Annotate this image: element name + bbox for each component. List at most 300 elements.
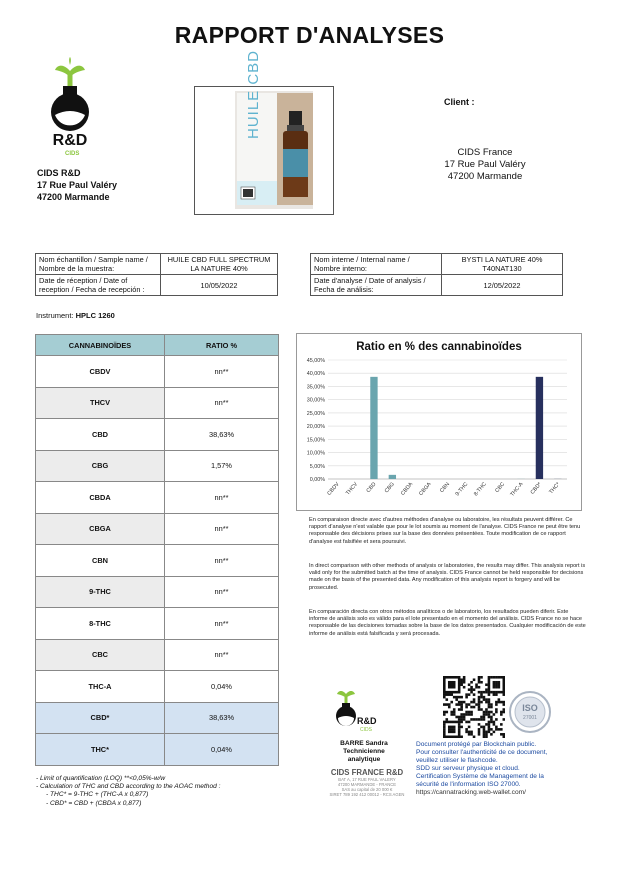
qr-module <box>485 683 488 686</box>
qr-module <box>468 703 471 706</box>
qr-module <box>453 736 456 738</box>
x-tick-label: CBG <box>383 481 396 495</box>
qr-module <box>485 723 488 726</box>
blockchain-line-3: veuillez utiliser le flashcode. <box>416 757 498 764</box>
qr-module <box>490 691 493 694</box>
blockchain-line-4: SDD sur serveur physique et cloud. <box>416 765 520 772</box>
qr-module <box>488 721 491 724</box>
qr-module <box>473 688 476 691</box>
iso-badge-number: 27001 <box>523 715 537 721</box>
y-tick-label: 20,00% <box>306 424 325 431</box>
qr-module <box>493 713 496 716</box>
qr-module <box>498 681 501 684</box>
qr-module <box>483 726 486 729</box>
sample-name-label <box>36 254 161 275</box>
qr-module <box>443 676 446 679</box>
cannabinoid-name: CBDV <box>36 356 165 388</box>
cannabinoid-name: CBDA <box>36 482 165 514</box>
report-title: RAPPORT D'ANALYSES <box>174 22 445 48</box>
qr-module <box>463 718 466 721</box>
qr-module <box>493 721 496 724</box>
table-row <box>36 513 279 545</box>
y-tick-label: 35,00% <box>306 384 325 391</box>
qr-module <box>455 676 458 679</box>
lab-name: CIDS R&D <box>37 168 81 178</box>
qr-module <box>450 736 453 738</box>
qr-module <box>503 691 505 694</box>
cannabinoid-name: CBC <box>36 639 165 671</box>
x-tick-label: CBGA <box>418 481 433 497</box>
qr-module <box>498 676 501 679</box>
instrument-value: HPLC 1260 <box>75 311 115 320</box>
qr-module <box>453 681 456 684</box>
qr-module <box>478 681 481 684</box>
qr-module <box>450 728 453 731</box>
lab-logo-sub: CIDS <box>65 151 80 157</box>
qr-module <box>485 713 488 716</box>
cannabinoid-ratio: 0,04% <box>165 671 279 703</box>
qr-module <box>488 678 491 681</box>
cannabinoid-ratio: nn** <box>165 387 279 419</box>
cannabinoid-results-table <box>35 334 279 766</box>
qr-module <box>470 711 473 714</box>
disclaimer-es: En comparación directa con otros métodos analíticos o de laboratorio, los resultados pueden diferir. Este informe de análisis solo es válido para el lote presentado en el momento del análisis. CIDS France no se hace responsable de las decisiones tomadas sobre la base de los datos presentados. Cualquier modificación de este informe de análisis está falsificada y será procesada. <box>309 609 586 637</box>
qr-module <box>488 713 491 716</box>
qr-module <box>450 701 453 704</box>
qr-module <box>465 711 468 714</box>
qr-module <box>443 681 446 684</box>
y-tick-label: 5,00% <box>309 463 325 470</box>
cannabinoid-ratio: nn** <box>165 576 279 608</box>
qr-module <box>468 683 471 686</box>
qr-module <box>483 716 486 719</box>
qr-module <box>448 691 451 694</box>
x-tick-label: THC-A <box>509 481 525 498</box>
qr-module <box>480 681 483 684</box>
qr-module <box>443 726 446 729</box>
y-tick-label: 25,00% <box>306 410 325 417</box>
qr-module <box>463 701 466 704</box>
qr-module <box>480 718 483 721</box>
blockchain-line-2: Pour consulter l'authenticité de ce document, <box>416 749 548 756</box>
qr-module <box>503 688 505 691</box>
qr-module <box>470 686 473 689</box>
qr-module <box>488 703 491 706</box>
qr-module <box>470 688 473 691</box>
table-row <box>36 387 279 419</box>
qr-module <box>455 691 458 694</box>
qr-module <box>443 723 446 726</box>
qr-module <box>453 696 456 699</box>
x-tick-label: CBDA <box>400 481 415 497</box>
table-row <box>36 608 279 640</box>
qr-module <box>443 713 446 716</box>
qr-module <box>448 676 451 679</box>
iso-badge <box>508 690 552 734</box>
qr-module <box>453 686 456 689</box>
qr-module <box>458 676 461 679</box>
qr-module <box>483 691 486 694</box>
qr-module <box>460 703 463 706</box>
qr-module <box>495 701 498 704</box>
qr-module <box>478 731 481 734</box>
qr-module <box>468 733 471 736</box>
qr-module <box>473 706 476 709</box>
chart-panel <box>296 333 582 511</box>
qr-module <box>478 701 481 704</box>
cannabinoid-name: CBG <box>36 450 165 482</box>
qr-module <box>470 733 473 736</box>
analysis-date-label-line-1: Date d'analyse / Date of analysis / <box>314 276 426 285</box>
footnote-cbd: - CBD* = CBD + (CBDA x 0,877) <box>46 799 142 807</box>
qr-module <box>465 706 468 709</box>
qr-module <box>503 693 505 696</box>
qr-module <box>470 681 473 684</box>
instrument <box>36 311 115 320</box>
table-row <box>36 356 279 388</box>
internal-name-label-line-2: Nombre interno: <box>314 264 367 273</box>
qr-module <box>468 711 471 714</box>
qr-module <box>503 718 505 721</box>
qr-module <box>488 681 491 684</box>
qr-module <box>503 686 505 689</box>
qr-module <box>448 706 451 709</box>
x-tick-label: 9-THC <box>454 481 470 498</box>
qr-module <box>483 736 486 738</box>
qr-module <box>443 703 446 706</box>
qr-module <box>448 728 451 731</box>
qr-module <box>470 706 473 709</box>
table-row <box>36 576 279 608</box>
qr-module <box>470 691 473 694</box>
qr-module <box>500 723 503 726</box>
lab-logo-text: R&D <box>52 132 88 149</box>
qr-module <box>470 718 473 721</box>
qr-module <box>458 703 461 706</box>
header-cannabinoids: CANNABINOÏDES <box>36 335 165 356</box>
product-photo <box>194 49 334 215</box>
stamp-line-3: SAS au capital de 20 000 € <box>341 787 393 792</box>
qr-module <box>500 701 503 704</box>
qr-module <box>455 721 458 724</box>
qr-module <box>465 728 468 731</box>
cannabinoid-name: 8-THC <box>36 608 165 640</box>
cannabinoid-ratio: nn** <box>165 608 279 640</box>
cannabinoid-ratio: 38,63% <box>165 702 279 734</box>
client-name: CIDS France <box>457 147 513 158</box>
footnotes <box>36 775 220 808</box>
qr-module <box>503 683 505 686</box>
qr-module <box>495 693 498 696</box>
qr-module <box>478 706 481 709</box>
table-row <box>36 671 279 703</box>
qr-module <box>485 688 488 691</box>
x-tick-label: THCV <box>345 481 360 497</box>
qr-module <box>478 733 481 736</box>
qr-module <box>453 691 456 694</box>
qr-module <box>473 701 476 704</box>
qr-module <box>468 688 471 691</box>
qr-module <box>448 681 451 684</box>
qr-module <box>455 698 458 701</box>
qr-module <box>453 708 456 711</box>
qr-module <box>488 683 491 686</box>
qr-module <box>450 711 453 714</box>
qr-module <box>443 683 446 686</box>
iso-badge-text: ISO <box>522 703 538 713</box>
client-label: Client : <box>444 97 475 107</box>
cannabinoid-name: CBD* <box>36 702 165 734</box>
qr-module <box>490 676 493 679</box>
cannabinoid-ratio: nn** <box>165 513 279 545</box>
qr-module <box>450 691 453 694</box>
qr-module <box>463 676 466 679</box>
qr-module <box>495 711 498 714</box>
qr-module <box>495 686 498 689</box>
qr-module <box>493 676 496 679</box>
table-row <box>36 734 279 766</box>
qr-module <box>488 691 491 694</box>
cannabinoid-ratio: nn** <box>165 356 279 388</box>
cannabinoid-ratio: 0,04% <box>165 734 279 766</box>
qr-module <box>443 733 446 736</box>
qr-module <box>448 703 451 706</box>
reception-date-label-line-2: reception / Fecha de recepción : <box>39 285 145 294</box>
qr-code-icon <box>443 676 505 738</box>
qr-module <box>460 701 463 704</box>
qr-module <box>443 696 446 699</box>
qr-module <box>485 691 488 694</box>
qr-module <box>458 696 461 699</box>
qr-module <box>465 731 468 734</box>
qr-module <box>448 721 451 724</box>
qr-module <box>450 693 453 696</box>
qr-module <box>443 686 446 689</box>
qr-module <box>475 703 478 706</box>
qr-module <box>498 683 501 686</box>
bar-cbd <box>536 377 543 479</box>
client-city: 47200 Marmande <box>447 171 523 182</box>
client-street: 17 Rue Paul Valéry <box>444 159 526 170</box>
qr-module <box>458 726 461 729</box>
qr-module <box>460 708 463 711</box>
table-row <box>36 450 279 482</box>
qr-module <box>445 693 448 696</box>
qr-module <box>470 701 473 704</box>
qr-module <box>458 678 461 681</box>
qr-module <box>460 681 463 684</box>
qr-module <box>463 678 466 681</box>
cannabinoid-ratio: nn** <box>165 639 279 671</box>
qr-module <box>495 718 498 721</box>
qr-module <box>455 716 458 719</box>
footnote-calc: - Calculation of THC and CBD according to the AOAC method : <box>36 783 221 791</box>
qr-module <box>495 676 498 679</box>
table-row <box>36 482 279 514</box>
qr-module <box>493 731 496 734</box>
qr-module <box>443 731 446 734</box>
qr-module <box>460 678 463 681</box>
svg-text:R&D: R&D <box>357 716 377 726</box>
company-stamp <box>322 768 412 797</box>
qr-module <box>503 681 505 684</box>
qr-module <box>475 686 478 689</box>
qr-module <box>480 693 483 696</box>
qr-module <box>468 713 471 716</box>
qr-module <box>478 691 481 694</box>
x-tick-label: CBDV <box>326 481 341 497</box>
qr-module <box>500 728 503 731</box>
disclaimer-fr: En comparaison directe avec d'autres méthodes d'analyse ou laboratoire, les résultats peuvent différer. Ce rapport d'analyse n'est valable que pour le lot soumis au moment de l'analyse. CIDS France ne peut être tenu responsable des décisions prises sur la base des données présentées. Toute modification de ce rapport d'analyse est falsifiée et sera poursuivi. <box>309 517 581 545</box>
qr-module <box>478 708 481 711</box>
table-row <box>36 702 279 734</box>
blockchain-url-link[interactable]: https://cannatracking.web-wallet.com/ <box>416 789 526 796</box>
qr-module <box>488 698 491 701</box>
qr-module <box>483 713 486 716</box>
qr-module <box>458 688 461 691</box>
qr-module <box>458 686 461 689</box>
qr-module <box>443 691 446 694</box>
analysis-info-table <box>310 253 563 296</box>
qr-module <box>443 688 446 691</box>
qr-module <box>450 721 453 724</box>
qr-module <box>490 733 493 736</box>
qr-code[interactable] <box>443 676 505 738</box>
blockchain-line-1: Document protégé par Blockchain public. <box>416 741 537 748</box>
qr-module <box>455 703 458 706</box>
qr-module <box>445 691 448 694</box>
qr-module <box>490 703 493 706</box>
qr-module <box>500 733 503 736</box>
qr-module <box>480 726 483 729</box>
cannabinoid-name: THC* <box>36 734 165 766</box>
qr-module <box>488 726 491 729</box>
reception-date-value: 10/05/2022 <box>161 275 278 296</box>
x-tick-label: CBN <box>439 481 452 495</box>
sample-name-value-line-2: LA NATURE 40% <box>190 264 248 273</box>
lab-street: 17 Rue Paul Valéry <box>37 180 118 190</box>
x-tick-label: CBD* <box>529 481 543 496</box>
qr-module <box>490 706 493 709</box>
qr-module <box>483 698 486 701</box>
qr-module <box>460 721 463 724</box>
x-tick-label: CBD <box>365 481 378 495</box>
qr-module <box>488 701 491 704</box>
qr-module <box>443 736 446 738</box>
qr-module <box>478 696 481 699</box>
qr-module <box>448 736 451 738</box>
qr-module <box>498 701 501 704</box>
table-row <box>36 419 279 451</box>
internal-name-value-line-1: BYSTI LA NATURE 40% <box>461 255 543 264</box>
qr-module <box>463 686 466 689</box>
qr-module <box>463 713 466 716</box>
qr-module <box>500 676 503 679</box>
lab-city: 47200 Marmande <box>37 192 110 202</box>
qr-module <box>478 728 481 731</box>
qr-module <box>488 716 491 719</box>
qr-module <box>465 721 468 724</box>
reception-date-label <box>36 275 161 296</box>
qr-module <box>458 736 461 738</box>
table-header-row <box>36 335 279 356</box>
qr-module <box>475 718 478 721</box>
qr-module <box>480 701 483 704</box>
qr-module <box>488 688 491 691</box>
qr-module <box>458 708 461 711</box>
qr-module <box>493 723 496 726</box>
qr-module <box>503 676 505 679</box>
qr-module <box>448 683 451 686</box>
qr-module <box>483 711 486 714</box>
qr-module <box>478 676 481 679</box>
internal-name-value <box>442 254 563 275</box>
qr-module <box>460 706 463 709</box>
qr-module <box>503 733 505 736</box>
qr-module <box>498 691 501 694</box>
y-tick-label: 30,00% <box>306 397 325 404</box>
analysis-date-value: 12/05/2022 <box>442 275 563 296</box>
cannabinoid-name: THC-A <box>36 671 165 703</box>
qr-module <box>445 676 448 679</box>
cannabinoid-ratio: nn** <box>165 545 279 577</box>
y-tick-label: 0,00% <box>309 477 325 483</box>
qr-module <box>453 726 456 729</box>
qr-module <box>445 711 448 714</box>
qr-module <box>503 708 505 711</box>
qr-module <box>478 703 481 706</box>
qr-module <box>453 731 456 734</box>
qr-module <box>485 701 488 704</box>
qr-module <box>448 693 451 696</box>
blockchain-line-6: sécurité de l'information ISO 27000. <box>416 781 521 788</box>
qr-module <box>493 683 496 686</box>
qr-module <box>473 698 476 701</box>
qr-module <box>488 728 491 731</box>
qr-module <box>460 718 463 721</box>
qr-module <box>473 678 476 681</box>
qr-module <box>488 676 491 679</box>
table-row <box>36 545 279 577</box>
qr-module <box>490 721 493 724</box>
lab-address <box>37 167 117 203</box>
qr-module <box>503 711 505 714</box>
footnote-thc: - THC* = 9-THC + (THC-A x 0,877) <box>46 791 149 799</box>
product-box-label: HUILE CBD <box>245 49 262 139</box>
cbd-oil-box-image <box>195 87 333 214</box>
qr-module <box>458 681 461 684</box>
qr-module <box>460 716 463 719</box>
table-row <box>36 639 279 671</box>
qr-module <box>453 711 456 714</box>
qr-module <box>475 683 478 686</box>
qr-module <box>465 693 468 696</box>
qr-module <box>488 723 491 726</box>
qr-module <box>448 686 451 689</box>
bar-cbg <box>389 475 396 479</box>
internal-name-value-line-2: T40NAT130 <box>482 264 522 273</box>
analysis-date-label-line-2: Fecha de análisis: <box>314 285 374 294</box>
qr-module <box>460 696 463 699</box>
sample-name-label-line-2: Nombre de la muestra: <box>39 264 115 273</box>
sample-name-value <box>161 254 278 275</box>
sample-name-label-line-1: Nom échantillon / Sample name / <box>39 255 148 264</box>
qr-module <box>453 683 456 686</box>
qr-module <box>498 698 501 701</box>
header-ratio: RATIO % <box>165 335 279 356</box>
signatory <box>318 740 410 764</box>
qr-module <box>473 736 476 738</box>
